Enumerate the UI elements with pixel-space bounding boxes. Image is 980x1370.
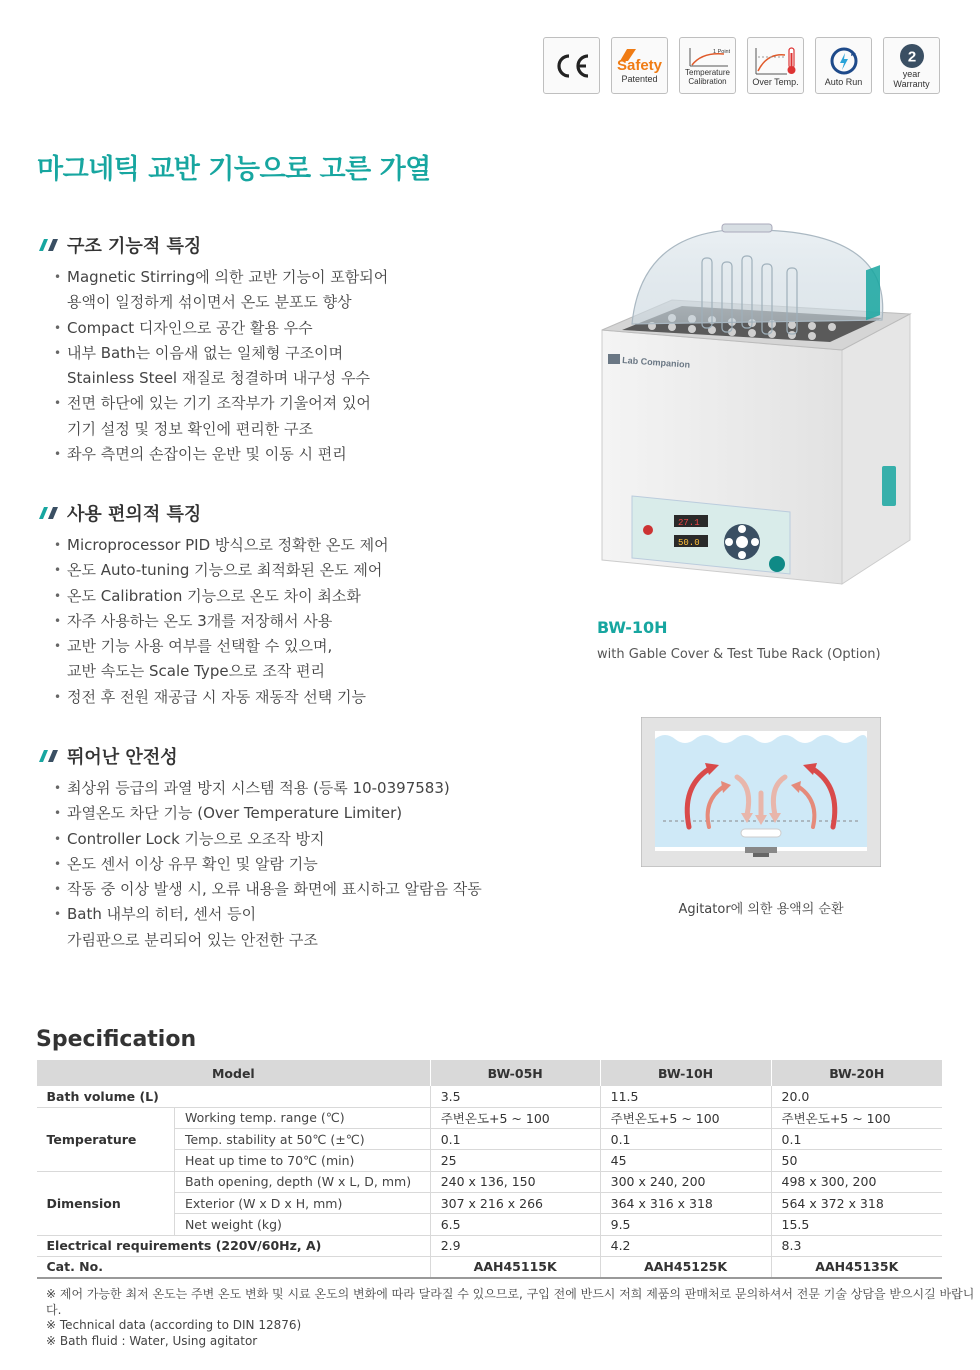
section-mark-icon xyxy=(37,505,59,521)
warranty-badge xyxy=(883,37,940,94)
section-mark-icon xyxy=(37,748,59,764)
over-temp-icon xyxy=(753,45,799,77)
over-temp-caption: Over Temp. xyxy=(752,76,799,87)
warranty-icon xyxy=(899,43,925,69)
table-row: Electrical requirements (220V/60Hz, A) 2.9 4.2 8.3 xyxy=(37,1235,943,1256)
svg-text:2: 2 xyxy=(907,48,916,65)
safety-patented-badge xyxy=(611,37,668,94)
temperature-calibration-caption: Temperature Calibration xyxy=(685,67,730,86)
section-title: 사용 편의적 특징 xyxy=(67,504,202,525)
page-headline: 마그네틱 교반 기능으로 고른 가열 xyxy=(37,154,431,185)
product-subtitle: with Gable Cover & Test Tube Rack (Option) xyxy=(597,647,881,662)
section-title: 구조 기능적 특징 xyxy=(67,236,202,257)
table-row: Dimension Bath opening, depth (W x L, D, mm) 240 x 136, 150 300 x 240, 200 498 x 300, 200 xyxy=(37,1171,943,1192)
note: ※ Bath fluid : Water, Using agitator xyxy=(46,1333,258,1348)
note: ※ Technical data (according to DIN 12876) xyxy=(46,1318,302,1332)
list-item: • 정전 후 전원 재공급 시 자동 재동작 선택 기능 xyxy=(54,685,389,710)
table-row: Cat. No. AAH45115K AAH45125K AAH45135K xyxy=(37,1256,943,1277)
svg-text:50.0: 50.0 xyxy=(678,538,700,548)
safety-features-section xyxy=(37,743,482,953)
spec-title: Specification xyxy=(36,1027,197,1052)
list-item: • 온도 Auto-tuning 기능으로 최적화된 온도 제어 xyxy=(54,558,389,583)
water-bath-product-image xyxy=(592,222,922,587)
list-item: • Microprocessor PID 방식으로 정확한 온도 제어 xyxy=(54,533,389,558)
temperature-calibration-badge xyxy=(679,37,736,94)
table-header-row xyxy=(37,1060,943,1086)
section-mark-icon xyxy=(37,237,59,253)
table-row: Exterior (W x D x H, mm) 307 x 216 x 266 364 x 316 x 318 564 x 372 x 318 xyxy=(37,1192,943,1213)
spec-table xyxy=(36,1060,942,1279)
column-header: Model xyxy=(37,1060,431,1086)
table-row: Heat up time to 70℃ (min) 25 45 50 xyxy=(37,1150,943,1171)
list-item: • 전면 하단에 있는 기기 조작부가 기울어져 있어 기기 설정 및 정보 확인에 편리한 구조 xyxy=(54,391,388,442)
auto-run-caption: Auto Run xyxy=(824,76,863,87)
table-row: Temp. stability at 50℃ (±℃) 0.1 0.1 0.1 xyxy=(37,1129,943,1150)
usability-features-list xyxy=(54,533,389,710)
list-item: • 좌우 측면의 손잡이는 운반 및 이동 시 편리 xyxy=(54,442,388,467)
ce-badge xyxy=(543,37,600,94)
svg-text:Lab Companion: Lab Companion xyxy=(621,355,691,370)
warranty-caption: year Warranty xyxy=(893,68,930,89)
patented-caption: Patented xyxy=(621,73,658,84)
note: ※ 제어 가능한 최저 온도는 주변 온도 변화 및 시료 온도의 변화에 따라 달라질 수 있으므로, 구입 전에 반드시 저희 제품의 판매처로 문의하셔서 전문 기술 상담을 받으시길 바랍니다. xyxy=(46,1287,975,1317)
product-name: BW-10H xyxy=(597,618,668,637)
list-item: • 자주 사용하는 온도 3개를 저장해서 사용 xyxy=(54,609,389,634)
svg-text:1 Point: 1 Point xyxy=(712,48,730,55)
safety-features-list xyxy=(54,776,482,953)
agitator-circulation-diagram xyxy=(641,717,881,867)
auto-run-badge xyxy=(815,37,872,94)
list-item: • Compact 디자인으로 공간 활용 우수 xyxy=(54,316,388,341)
certification-badges xyxy=(543,37,940,94)
column-header: BW-05H xyxy=(430,1060,600,1086)
ce-mark-icon xyxy=(552,51,592,81)
list-item: • 작동 중 이상 발생 시, 오류 내용을 화면에 표시하고 알람음 작동 xyxy=(54,877,482,902)
temperature-calibration-icon xyxy=(686,46,730,68)
table-row: Temperature Working temp. range (℃) 주변온도+5 ~ 100 주변온도+5 ~ 100 주변온도+5 ~ 100 xyxy=(37,1107,943,1128)
structure-features-section xyxy=(37,232,388,467)
column-header: BW-20H xyxy=(771,1060,942,1086)
table-row: Net weight (kg) 6.5 9.5 15.5 xyxy=(37,1214,943,1235)
auto-run-icon xyxy=(828,45,860,77)
section-title: 뛰어난 안전성 xyxy=(67,747,178,768)
list-item: • Magnetic Stirring에 의한 교반 기능이 포함되어 용액이 일정하게 섞이면서 온도 분포도 향상 xyxy=(54,265,388,316)
list-item: • 온도 Calibration 기능으로 온도 차이 최소화 xyxy=(54,584,389,609)
list-item: • 내부 Bath는 이음새 없는 일체형 구조이며 Stainless Steel 재질로 청결하며 내구성 우수 xyxy=(54,341,388,392)
column-header: BW-10H xyxy=(600,1060,771,1086)
diagram-caption: Agitator에 의한 용액의 순환 xyxy=(678,902,844,917)
svg-text:27.1: 27.1 xyxy=(678,518,700,528)
list-item: • 교반 기능 사용 여부를 선택할 수 있으며, 교반 속도는 Scale Type으로 조작 편리 xyxy=(54,634,389,685)
table-row: Bath volume (L) 3.5 11.5 20.0 xyxy=(37,1086,943,1107)
safety-label: Safety xyxy=(616,56,663,74)
spec-notes xyxy=(46,1287,980,1349)
usability-features-section xyxy=(37,500,389,710)
list-item: • 과열온도 차단 기능 (Over Temperature Limiter) xyxy=(54,801,482,826)
over-temp-badge xyxy=(747,37,804,94)
list-item: • Controller Lock 기능으로 오조작 방지 xyxy=(54,827,482,852)
list-item: • Bath 내부의 히터, 센서 등이 가림판으로 분리되어 있는 안전한 구조 xyxy=(54,902,482,953)
structure-features-list xyxy=(54,265,388,467)
list-item: • 최상위 등급의 과열 방지 시스템 적용 (등록 10-0397583) xyxy=(54,776,482,801)
list-item: • 온도 센서 이상 유무 확인 및 알람 기능 xyxy=(54,852,482,877)
